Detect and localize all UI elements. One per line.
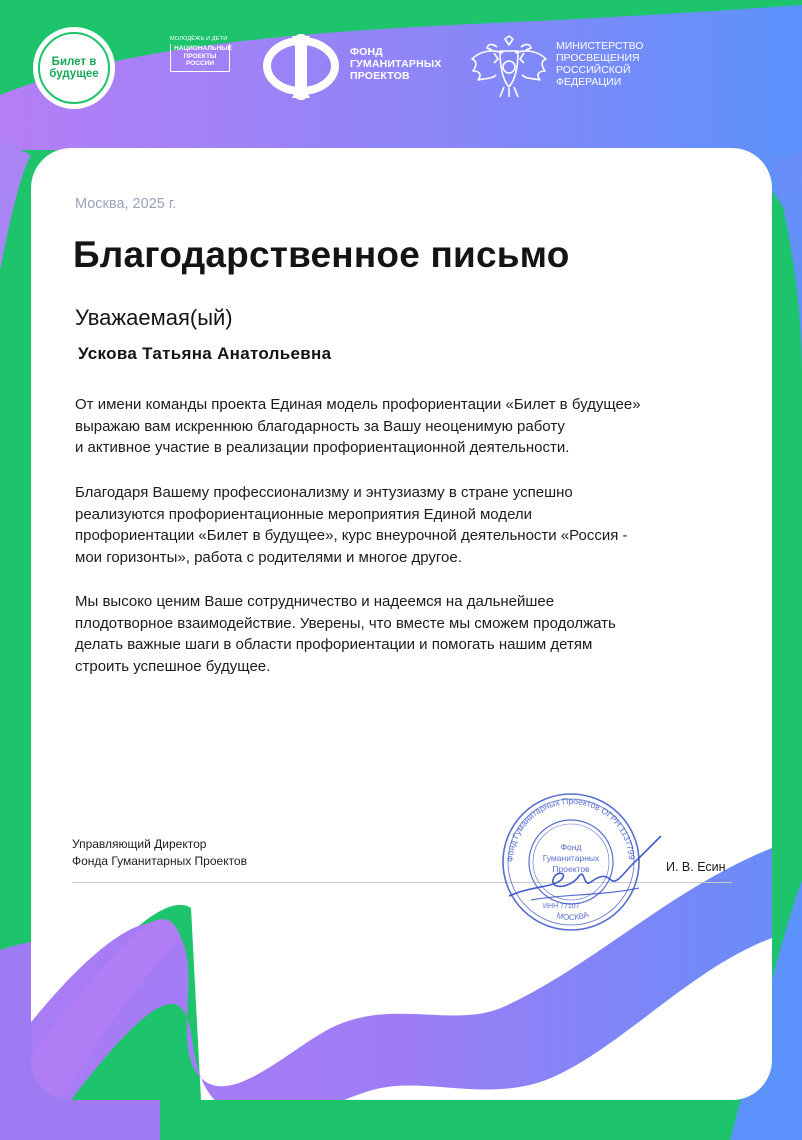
ministry-name: МИНИСТЕРСТВО ПРОСВЕЩЕНИЯ РОССИЙСКОЙ ФЕДЕРАЦИИ [556, 40, 644, 88]
signatory-position: Управляющий Директор Фонда Гуманитарных Проектов [72, 837, 247, 868]
signatory-name: И. В. Есин [666, 860, 726, 874]
bilet-v-budushchee-logo [33, 27, 115, 109]
phi-emblem-icon [262, 32, 340, 102]
seal-bottom-text: МОСКВА [555, 909, 590, 923]
paragraph-2: Благодаря Вашему профессионализму и энтузиазму в стране успешно реализуются профориентационные мероприятия Единой модели профориентации «Билет в будущее», курс внеурочной деятельности «Россия - мои горизонты», работа с родителями и многое другое. [75, 484, 628, 566]
national-projects-logo [170, 36, 236, 80]
seal-center-line-3: Проектов [552, 864, 590, 874]
fgp-name: ФОНД ГУМАНИТАРНЫХ ПРОЕКТОВ [350, 46, 442, 82]
paragraph-3: Мы высоко ценим Ваше сотрудничество и надеемся на дальнейшее плодотворное взаимодействие. Уверены, что вместе мы сможем продолжать делать важные шаги в области профориентации и помогать нашим детям строить успешное будущее. [75, 593, 616, 675]
place-and-date: Москва, 2025 г. [75, 196, 177, 212]
official-seal [471, 776, 671, 936]
letter-card [31, 148, 772, 1100]
national-projects-title: НАЦИОНАЛЬНЫЕ ПРОЕКТЫ РОССИИ [170, 44, 230, 72]
seal-outer-text: Фонд Гуманитарных Проектов ОГРН 1137799 [504, 795, 637, 863]
bilet-logo-text: Билет в будущее [49, 56, 99, 80]
double-headed-eagle-icon [470, 35, 548, 99]
greeting: Уважаемая(ый) [75, 305, 233, 330]
national-projects-subtitle: МОЛОДЁЖЬ И ДЕТИ [170, 36, 228, 42]
seal-inn: ИНН 77107 [543, 903, 580, 910]
header-logos [0, 0, 802, 140]
paragraph-1: От имени команды проекта Единая модель профориентации «Билет в будущее» выражаю вам искреннюю благодарность за Вашу неоценимую работу и активное участие в реализации профориентационной деятельности. [75, 396, 641, 456]
seal-center-line-2: Гуманитарных [542, 853, 600, 863]
letter-title: Благодарственное письмо [73, 234, 570, 275]
seal-center-line-1: Фонд [560, 842, 582, 852]
recipient-name: Ускова Татьяна Анатольевна [78, 344, 332, 363]
